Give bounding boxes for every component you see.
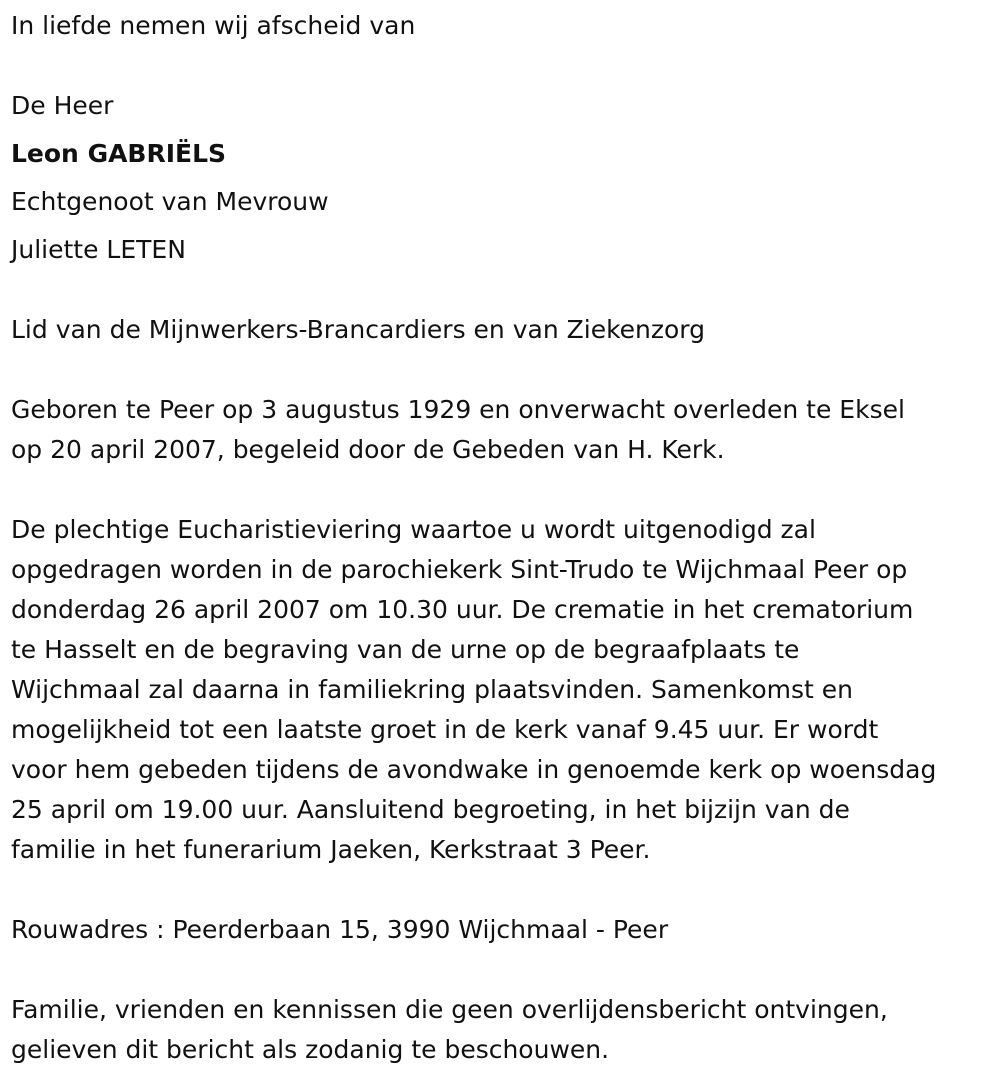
closing-line-2: gelieven dit bericht als zodanig te beschouwen. — [11, 1035, 610, 1064]
spouse-line-1: Echtgenoot van Mevrouw — [11, 187, 329, 216]
ceremony-line-4: te Hasselt en de begraving van de urne op de begraafplaats te — [11, 635, 800, 664]
ceremony-line-5: Wijchmaal zal daarna in familiekring plaatsvinden. Samenkomst en — [11, 675, 853, 704]
ceremony-line-2: opgedragen worden in de parochiekerk Sint-Trudo te Wijchmaal Peer op — [11, 555, 908, 584]
intro-line: In liefde nemen wij afscheid van — [11, 11, 416, 40]
mourning-address: Rouwadres : Peerderbaan 15, 3990 Wijchmaal - Peer — [11, 915, 669, 944]
ceremony-line-7: voor hem gebeden tijdens de avondwake in genoemde kerk op woensdag — [11, 755, 937, 784]
ceremony-line-8: 25 april om 19.00 uur. Aansluitend begroeting, in het bijzijn van de — [11, 795, 850, 824]
ceremony-line-3: donderdag 26 april 2007 om 10.30 uur. De crematie in het crematorium — [11, 595, 914, 624]
spouse-line-2: Juliette LETEN — [11, 235, 186, 264]
ceremony-line-1: De plechtige Eucharistieviering waartoe u wordt uitgenodigd zal — [11, 515, 816, 544]
birth-death-line-1: Geboren te Peer op 3 augustus 1929 en onverwacht overleden te Eksel — [11, 395, 905, 424]
closing-line-1: Familie, vrienden en kennissen die geen overlijdensbericht ontvingen, — [11, 995, 888, 1024]
ceremony-line-9: familie in het funerarium Jaeken, Kerkstraat 3 Peer. — [11, 835, 651, 864]
title-prefix: De Heer — [11, 91, 114, 120]
membership-line: Lid van de Mijnwerkers-Brancardiers en van Ziekenzorg — [11, 315, 706, 344]
ceremony-line-6: mogelijkheid tot een laatste groet in de kerk vanaf 9.45 uur. Er wordt — [11, 715, 879, 744]
birth-death-line-2: op 20 april 2007, begeleid door de Gebeden van H. Kerk. — [11, 435, 725, 464]
deceased-name: Leon GABRIËLS — [11, 139, 227, 168]
